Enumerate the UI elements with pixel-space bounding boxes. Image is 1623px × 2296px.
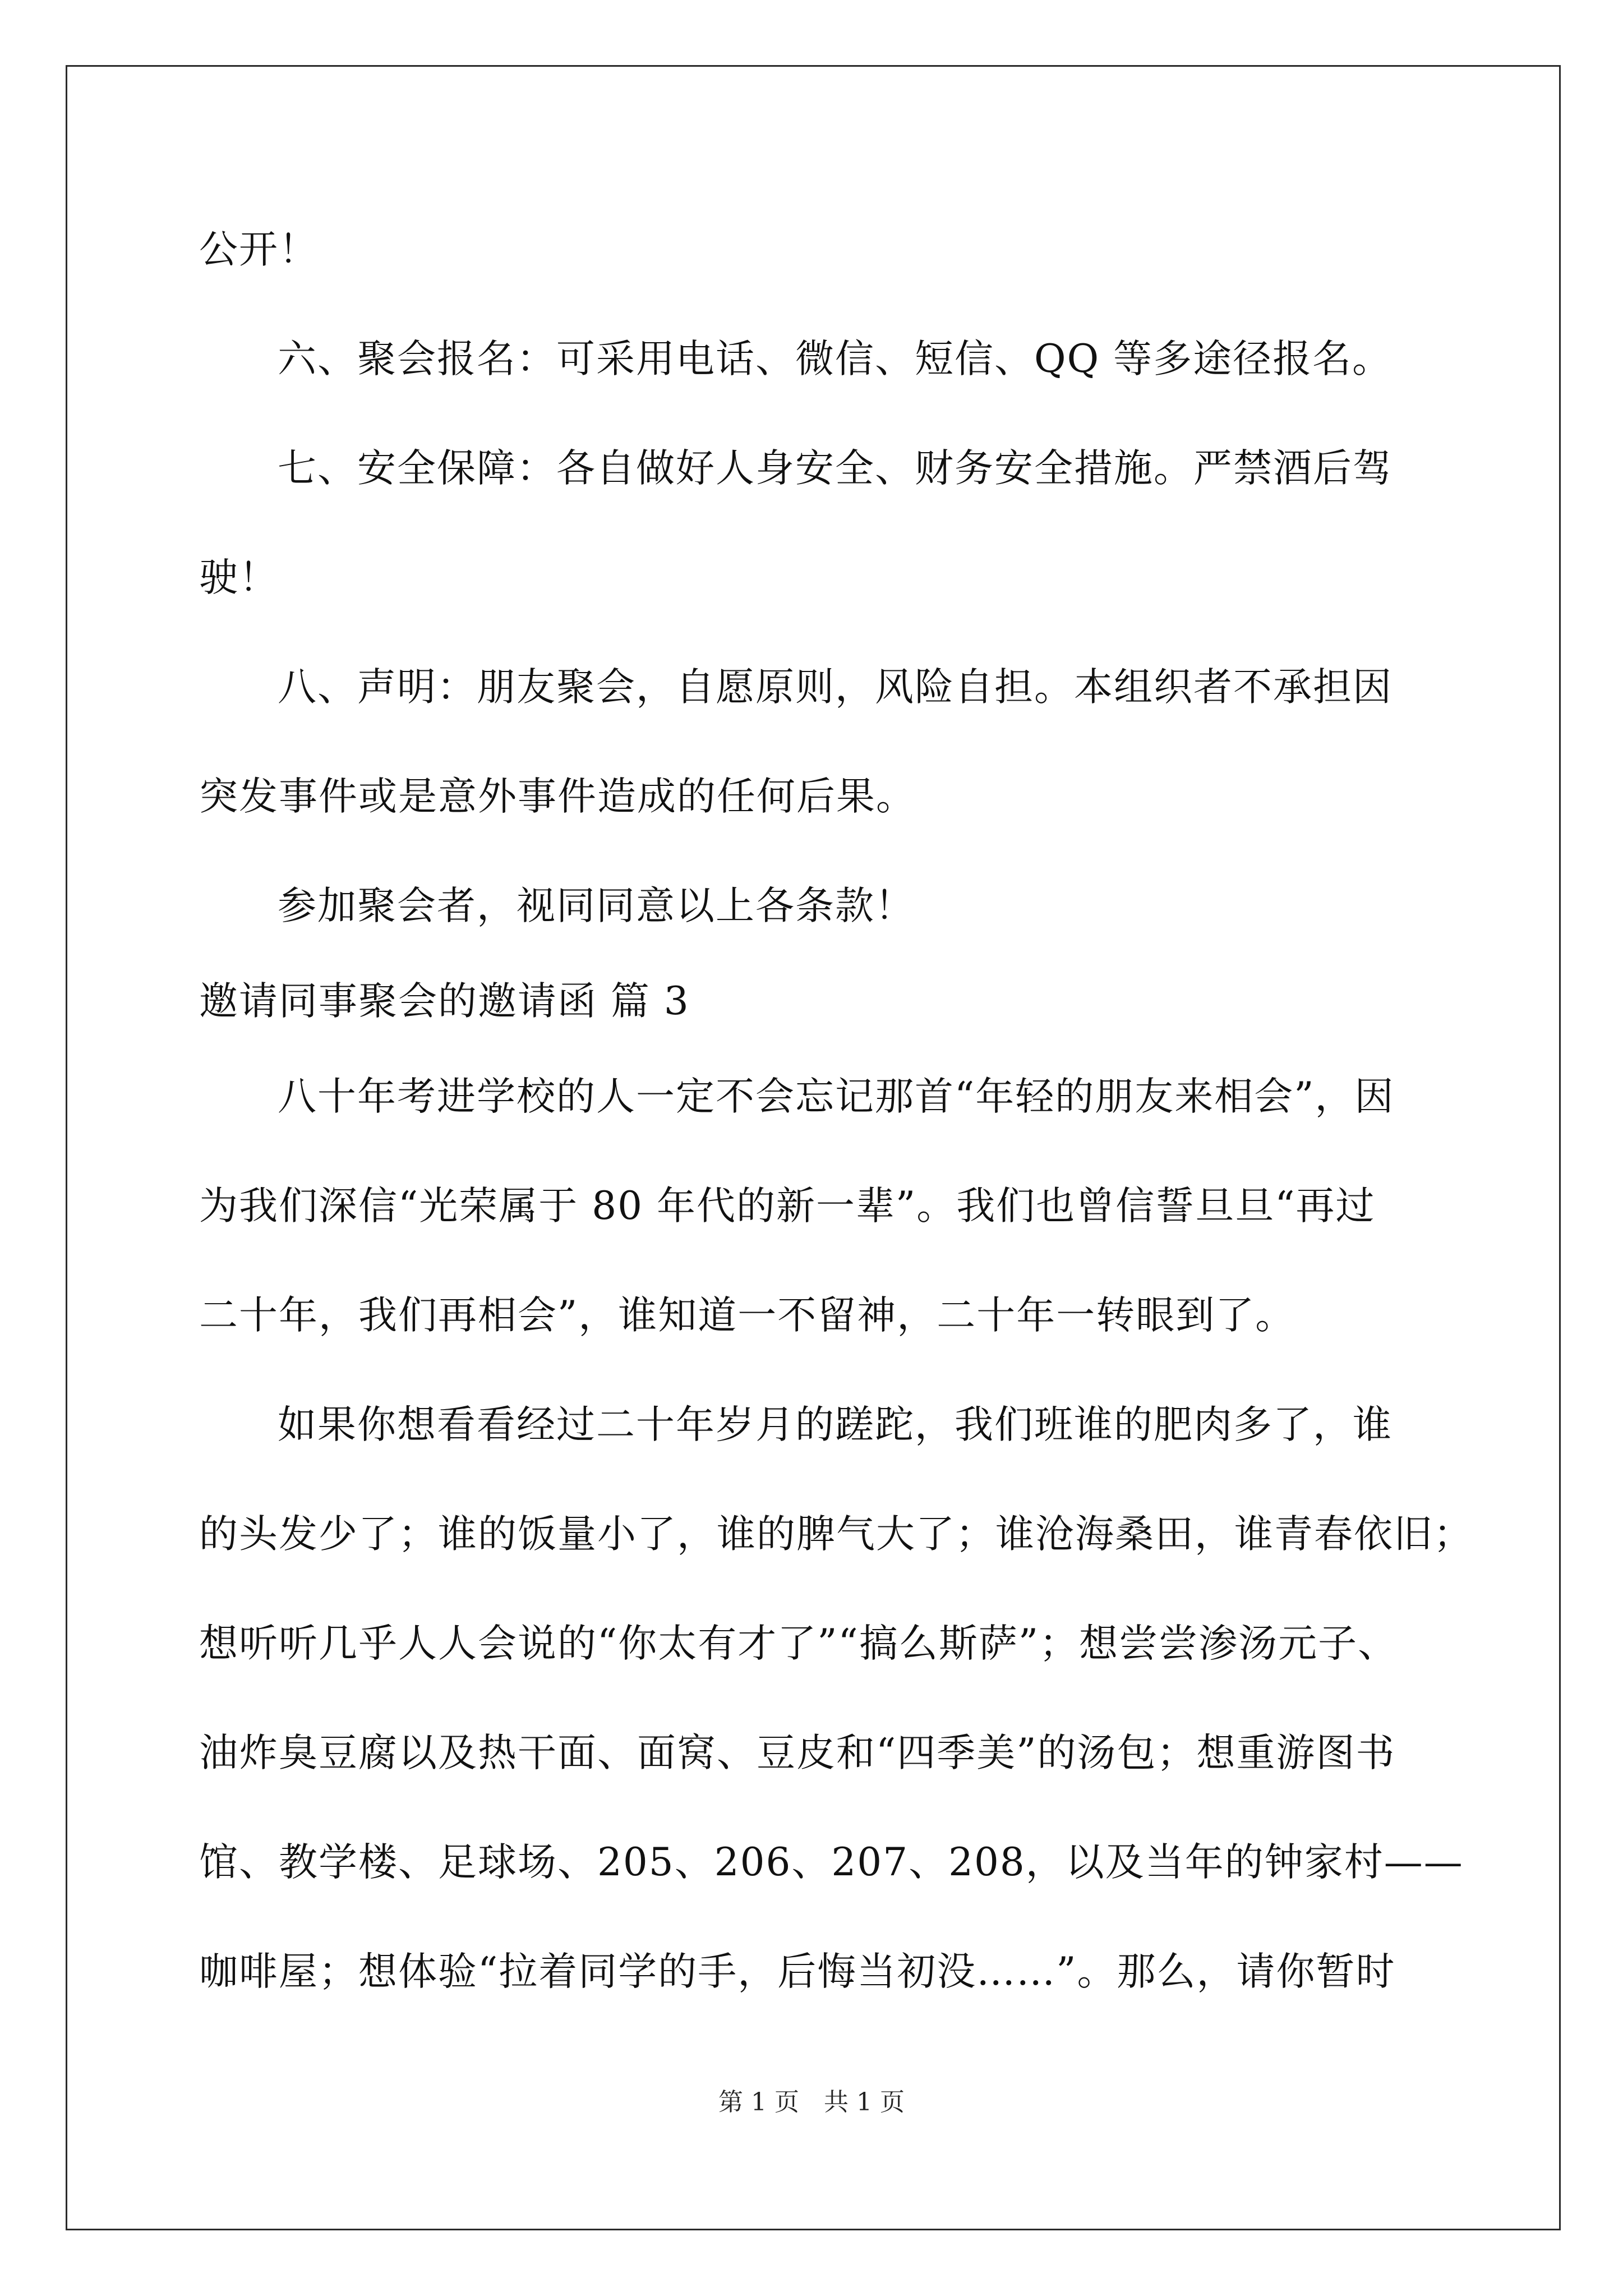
body-line: 油炸臭豆腐以及热干面、面窝、豆皮和“四季美”的汤包；想重游图书 <box>199 1731 1396 1775</box>
body-line: 为我们深信“光荣属于 80 年代的新一辈”。我们也曾信誓旦旦“再过 <box>199 1184 1376 1228</box>
body-line: 咖啡屋；想体验“拉着同学的手，后悔当初没……”。那么，请你暂时 <box>199 1949 1396 1994</box>
body-line: 八十年考进学校的人一定不会忘记那首“年轻的朋友来相会”，因 <box>278 1074 1395 1119</box>
body-line: 馆、教学楼、足球场、205、206、207、208，以及当年的钟家村—— <box>199 1840 1464 1885</box>
page-border <box>66 65 1561 2230</box>
body-line: 八、声明：朋友聚会，自愿原则，风险自担。本组织者不承担因 <box>278 665 1393 710</box>
body-line: 七、安全保障：各自做好人身安全、财务安全措施。严禁酒后驾 <box>278 446 1393 491</box>
page-footer: 第 1 页 共 1 页 <box>718 2088 905 2116</box>
body-line: 参加聚会者，视同同意以上各条款！ <box>278 884 915 928</box>
section-heading: 邀请同事聚会的邀请函 篇 3 <box>199 979 690 1024</box>
body-line: 突发事件或是意外事件造成的任何后果。 <box>199 774 916 819</box>
body-line: 如果你想看看经过二十年岁月的蹉跎，我们班谁的肥肉多了，谁 <box>278 1402 1393 1447</box>
body-line: 二十年，我们再相会”，谁知道一不留神，二十年一转眼到了。 <box>199 1293 1295 1338</box>
body-line: 六、聚会报名：可采用电话、微信、短信、QQ 等多途径报名。 <box>278 337 1393 381</box>
body-line: 的头发少了；谁的饭量小了，谁的脾气大了；谁沧海桑田，谁青春依旧； <box>199 1512 1473 1557</box>
body-line: 想听听几乎人人会说的“你太有才了”“搞么斯萨”；想尝尝渗汤元子、 <box>199 1621 1398 1666</box>
body-line: 驶！ <box>199 555 279 600</box>
body-line: 公开！ <box>199 227 319 272</box>
